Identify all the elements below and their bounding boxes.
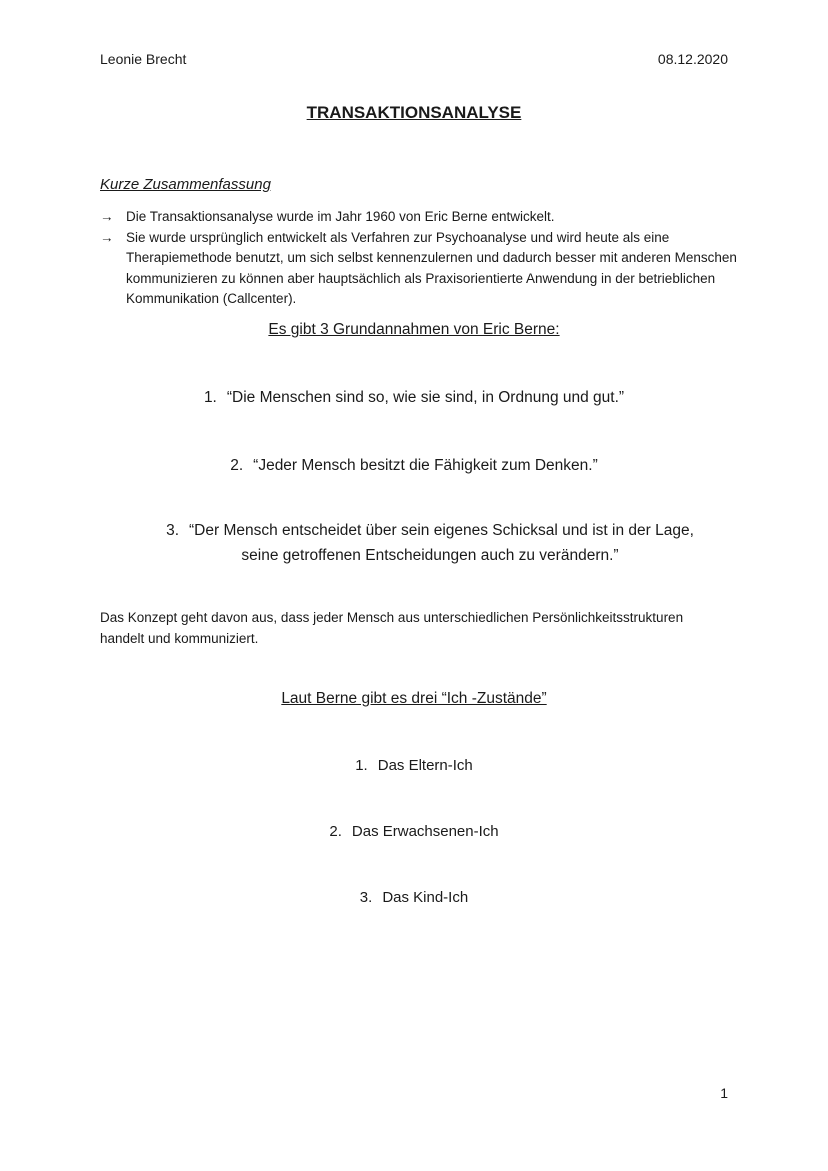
premise-number: 1. xyxy=(203,389,217,406)
summary-heading: Kurze Zusammenfassung xyxy=(100,176,271,193)
page-number: 1 xyxy=(720,1085,728,1101)
ego-state-number: 3. xyxy=(359,889,373,906)
summary-bullet xyxy=(100,228,740,310)
premise-number: 2. xyxy=(230,457,244,474)
ego-state-text: Das Eltern-Ich xyxy=(377,757,473,774)
arrow-right-icon: → xyxy=(100,209,114,224)
premises-heading: Es gibt 3 Grundannahmen von Eric Berne: xyxy=(268,321,560,338)
ego-state-item xyxy=(0,757,828,774)
ego-state-number: 1. xyxy=(355,757,368,774)
document-date: 08.12.2020 xyxy=(657,51,728,67)
concept-paragraph: Das Konzept geht davon aus, dass jeder Mensch aus unterschiedlichen Persönlichkeitsstrukturen handelt und kommuniziert. xyxy=(100,610,684,646)
summary-bullet xyxy=(100,207,740,228)
premise-item xyxy=(0,453,828,478)
ego-state-text: Das Kind-Ich xyxy=(382,889,469,906)
summary-bullet-text: Sie wurde ursprünglich entwickelt als Verfahren zur Psychoanalyse und wird heute als eine Therapiemethode benutzt, um sich selbst kennenzulernen und dadurch besser mit anderen Menschen kommunizieren zu können aber hauptsächlich als Praxisorientierte Anwendung in der betrieblichen Kommunikation (Callcenter). xyxy=(126,229,737,306)
ego-state-item xyxy=(0,823,828,840)
premise-item xyxy=(150,518,710,568)
premise-text: “Die Menschen sind so, wie sie sind, in Ordnung und gut.” xyxy=(226,389,625,406)
ego-state-item xyxy=(0,889,828,906)
ego-states-heading: Laut Berne gibt es drei “Ich -Zustände” xyxy=(281,690,547,707)
ego-state-number: 2. xyxy=(329,823,342,840)
premise-text: “Jeder Mensch besitzt die Fähigkeit zum Denken.” xyxy=(253,457,598,474)
arrow-right-icon: → xyxy=(100,229,114,245)
premise-text: “Der Mensch entscheidet über sein eigenes Schicksal und ist in der Lage, seine getroffenen Entscheidungen auch zu verändern.” xyxy=(189,522,694,564)
premise-number: 3. xyxy=(166,522,180,539)
document-title: TRANSAKTIONSANALYSE xyxy=(306,103,522,122)
summary-bullet-text: Die Transaktionsanalyse wurde im Jahr 1960 von Eric Berne entwickelt. xyxy=(126,209,555,224)
author-name: Leonie Brecht xyxy=(100,51,187,67)
summary-bullet-list xyxy=(100,207,740,310)
ego-state-text: Das Erwachsenen-Ich xyxy=(351,823,499,840)
premise-item xyxy=(0,385,828,410)
